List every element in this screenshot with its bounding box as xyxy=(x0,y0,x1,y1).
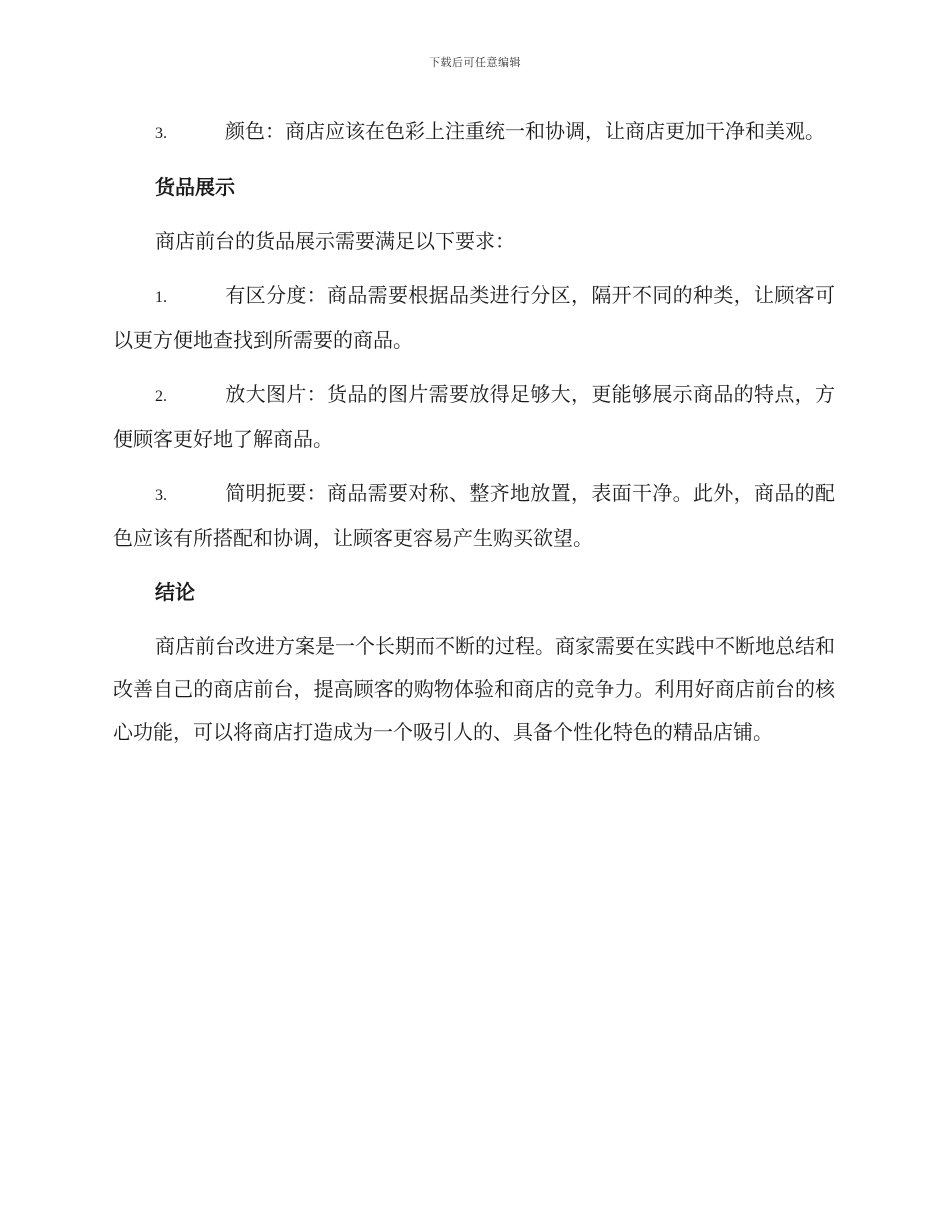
section-heading-conclusion: 结论 xyxy=(155,580,195,604)
list-item-text: 有区分度：商品需要根据品类进行分区，隔开不同的种类，让顾客可以更方便地查找到所需要的商品。 xyxy=(113,283,835,352)
list-item-text: 放大图片：货品的图片需要放得足够大，更能够展示商品的特点，方便顾客更好地了解商品。 xyxy=(113,382,835,451)
document-body xyxy=(113,110,835,765)
list-item-text: 颜色：商店应该在色彩上注重统一和协调，让商店更加干净和美观。 xyxy=(225,119,825,143)
list-item xyxy=(113,373,835,461)
header-note: 下载后可任意编辑 xyxy=(429,56,521,69)
conclusion-paragraph: 商店前台改进方案是一个长期而不断的过程。商家需要在实践中不断地总结和改善自己的商店前台，提高顾客的购物体验和商店的竞争力。利用好商店前台的核心功能，可以将商店打造成为一个吸引人的、具备个性化特色的精品店铺。 xyxy=(113,634,835,744)
list-item-number: 3. xyxy=(155,487,167,504)
list-item-number: 1. xyxy=(155,289,167,306)
list-item xyxy=(113,472,835,560)
section-intro: 商店前台的货品展示需要满足以下要求： xyxy=(155,229,515,253)
section-heading-goods-display: 货品展示 xyxy=(155,175,235,199)
list-item-number: 2. xyxy=(155,388,167,405)
list-item-text: 简明扼要：商品需要对称、整齐地放置，表面干净。此外，商品的配色应该有所搭配和协调，让顾客更容易产生购买欲望。 xyxy=(113,481,835,550)
list-item xyxy=(113,274,835,362)
list-item-color xyxy=(113,110,835,155)
list-item-number: 3. xyxy=(155,125,167,142)
